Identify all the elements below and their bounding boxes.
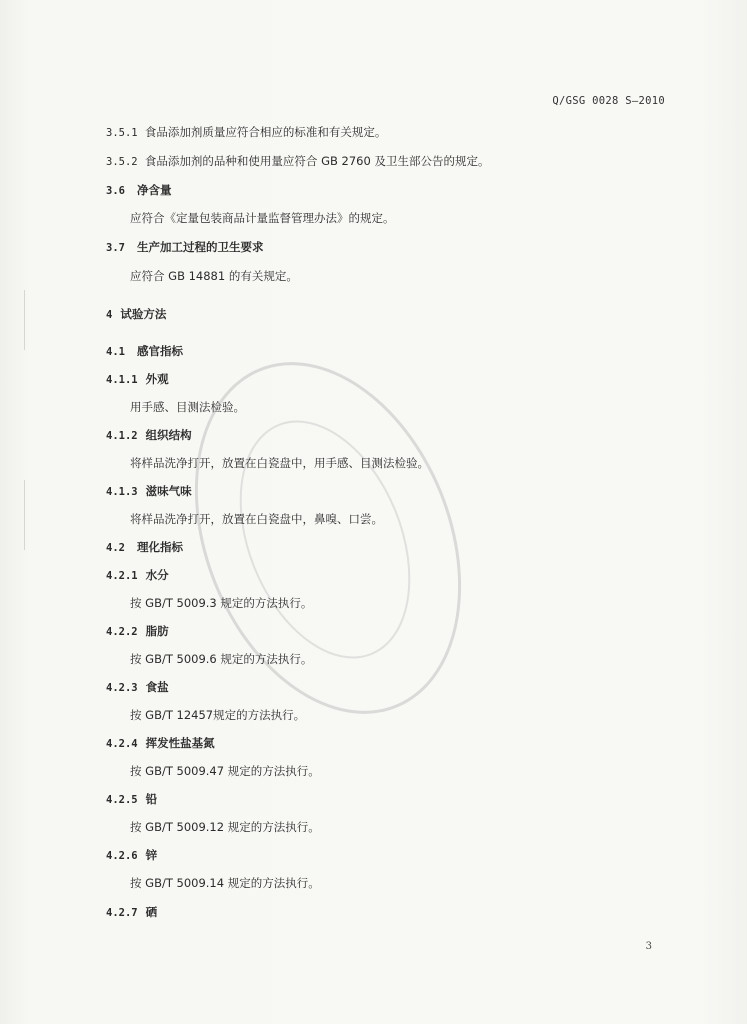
clause-number: 3.7 [106, 242, 125, 254]
clause-number: 4.2.2 [106, 626, 138, 638]
heading-text: 挥发性盐基氮 [145, 736, 215, 750]
clause-number: 4.1 [106, 346, 125, 358]
clause-number: 4 [106, 309, 113, 321]
clause-number: 4.2.4 [106, 738, 138, 750]
paragraph [130, 876, 320, 890]
heading-text: 滋味气味 [145, 484, 192, 498]
clause-text: 食品添加剂的品种和使用量应符合 GB 2760 及卫生部公告的规定。 [144, 154, 490, 168]
paragraph-text: 按 GB/T 5009.3 规定的方法执行。 [130, 596, 313, 610]
clause-3-5-1 [106, 125, 386, 140]
paragraph [130, 764, 320, 778]
paragraph-text: 将样品洗净打开，放置在白瓷盘中，用手感、目测法检验。 [130, 456, 429, 470]
heading-3-7 [106, 240, 263, 255]
paragraph [130, 269, 298, 283]
heading-text: 生产加工过程的卫生要求 [136, 240, 264, 254]
heading-4-2-7 [106, 905, 157, 920]
document-code: Q/GSG 0028 S—2010 [552, 95, 665, 107]
paragraph [130, 211, 395, 225]
heading-text: 感官指标 [136, 344, 183, 358]
clause-number: 4.2.5 [106, 794, 138, 806]
heading-4-2-2 [106, 624, 169, 639]
heading-4-2-6 [106, 848, 157, 863]
clause-text: 食品添加剂质量应符合相应的标准和有关规定。 [144, 125, 387, 139]
paragraph [130, 400, 245, 414]
heading-text: 理化指标 [136, 540, 183, 554]
heading-4-2-1 [106, 568, 169, 583]
heading-text: 脂肪 [145, 624, 169, 638]
heading-text: 铅 [145, 792, 158, 806]
paragraph-text: 按 GB/T 12457规定的方法执行。 [130, 708, 306, 722]
clause-number: 4.2.1 [106, 570, 138, 582]
paragraph [130, 456, 429, 470]
scan-edge-mark [24, 480, 25, 550]
paragraph [130, 708, 305, 722]
heading-4-2 [106, 540, 183, 555]
clause-number: 4.2 [106, 542, 125, 554]
heading-4 [106, 307, 166, 322]
clause-number: 4.2.7 [106, 907, 138, 919]
paragraph-text: 按 GB/T 5009.47 规定的方法执行。 [130, 764, 320, 778]
clause-number: 3.6 [106, 185, 125, 197]
paragraph-text: 应符合 GB 14881 的有关规定。 [130, 269, 298, 283]
heading-text: 硒 [145, 905, 158, 919]
clause-number: 4.2.6 [106, 850, 138, 862]
paragraph [130, 596, 312, 610]
official-stamp-outer-ring [145, 322, 510, 754]
heading-text: 试验方法 [120, 307, 167, 321]
paragraph [130, 652, 312, 666]
heading-4-1-1 [106, 372, 169, 387]
clause-3-5-2 [106, 154, 489, 169]
heading-text: 水分 [145, 568, 169, 582]
clause-number: 3.5.1 [106, 127, 138, 139]
heading-4-2-3 [106, 680, 169, 695]
heading-4-1-2 [106, 428, 192, 443]
heading-text: 锌 [145, 848, 158, 862]
heading-4-2-4 [106, 736, 215, 751]
heading-4-2-5 [106, 792, 157, 807]
paragraph-text: 按 GB/T 5009.12 规定的方法执行。 [130, 820, 320, 834]
heading-4-1 [106, 344, 183, 359]
clause-number: 4.1.3 [106, 486, 138, 498]
paragraph-text: 应符合《定量包装商品计量监督管理办法》的规定。 [130, 211, 395, 225]
paragraph-text: 按 GB/T 5009.6 规定的方法执行。 [130, 652, 313, 666]
page-number: 3 [645, 941, 652, 952]
paragraph [130, 512, 383, 526]
official-stamp-inner-ring [207, 395, 443, 684]
paragraph-text: 将样品洗净打开，放置在白瓷盘中，鼻嗅、口尝。 [130, 512, 383, 526]
clause-number: 4.2.3 [106, 682, 138, 694]
clause-number: 4.1.1 [106, 374, 138, 386]
heading-text: 净含量 [136, 183, 172, 197]
heading-text: 组织结构 [145, 428, 192, 442]
clause-number: 4.1.2 [106, 430, 138, 442]
paragraph-text: 按 GB/T 5009.14 规定的方法执行。 [130, 876, 320, 890]
heading-4-1-3 [106, 484, 192, 499]
paragraph [130, 820, 320, 834]
heading-3-6 [106, 183, 171, 198]
heading-text: 食盐 [145, 680, 169, 694]
heading-text: 外观 [145, 372, 169, 386]
paragraph-text: 用手感、目测法检验。 [130, 400, 245, 414]
scan-edge-mark [24, 290, 25, 350]
clause-number: 3.5.2 [106, 156, 138, 168]
